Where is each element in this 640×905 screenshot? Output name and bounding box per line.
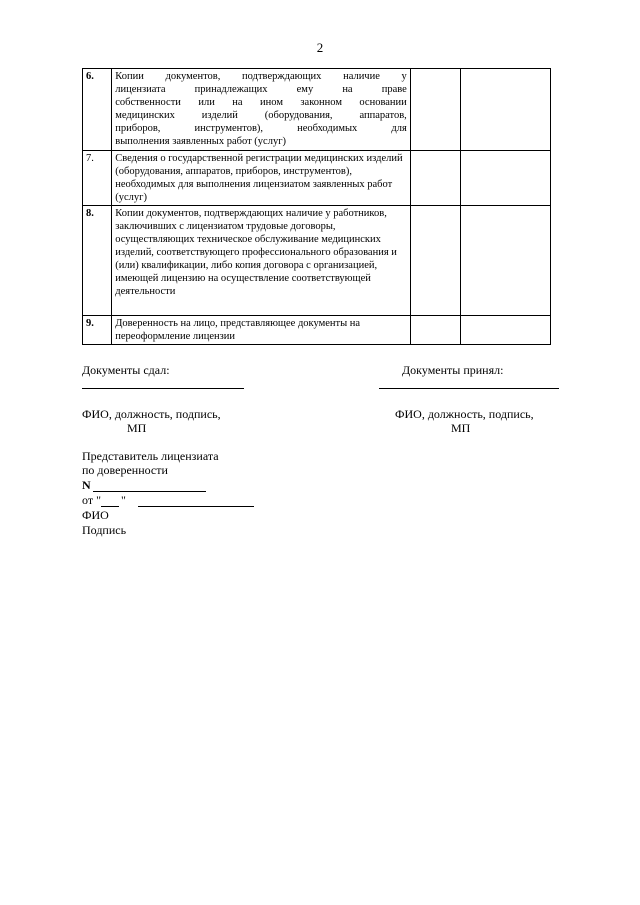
table-row bbox=[83, 316, 551, 345]
row-description: Доверенность на лицо, представляющее документы на переоформление лицензии bbox=[112, 316, 411, 345]
empty-cell bbox=[410, 316, 460, 345]
row-description: Сведения о государственной регистрации медицинских изделий (оборудования, аппаратов, приборов, инструментов), необходимых для выполнения лицензиатом заявленных работ (услуг) bbox=[112, 151, 411, 206]
representative-fio-label: ФИО bbox=[82, 508, 109, 522]
table-row bbox=[83, 151, 551, 206]
row-description: Копии документов, подтверждающих наличие у работников, заключивших с лицензиатом трудовые договоры, осуществляющих техническое обслуживание медицинских изделий, соответствующего профессионального образования и (или) квалификации, либо копия договора с организацией, имеющей лицензию на осуществление соответствующей деятельности bbox=[112, 206, 411, 316]
documents-table bbox=[82, 68, 551, 345]
attorney-month-year-line bbox=[138, 506, 254, 507]
empty-cell bbox=[410, 69, 460, 151]
submitted-by-label: Документы сдал: bbox=[82, 363, 170, 377]
row-description: Копии документов, подтверждающих наличие у лицензиата принадлежащих ему на праве собственности или на ином законном основании медицинских изделий (оборудования, аппаратов, приборов, инструментов), необходимых для выполнения заявленных работ (услуг) bbox=[112, 69, 411, 151]
representative-signature-label: Подпись bbox=[82, 523, 127, 537]
empty-cell bbox=[461, 316, 551, 345]
empty-cell bbox=[410, 151, 460, 206]
empty-cell bbox=[410, 206, 460, 316]
attorney-number-label: N bbox=[82, 478, 91, 492]
row-number: 9. bbox=[83, 316, 112, 345]
row-number: 8. bbox=[83, 206, 112, 316]
attorney-day-line bbox=[101, 506, 119, 507]
submitted-by-fio-label: ФИО, должность, подпись, bbox=[82, 407, 221, 421]
accepted-by-signature-line bbox=[379, 388, 559, 389]
attorney-number-line bbox=[93, 491, 206, 492]
row-number: 6. bbox=[83, 69, 112, 151]
empty-cell bbox=[461, 151, 551, 206]
attorney-date-prefix: от " bbox=[82, 493, 101, 507]
accepted-by-fio-label: ФИО, должность, подпись, bbox=[395, 407, 534, 421]
empty-cell bbox=[461, 206, 551, 316]
attorney-date-quote: " bbox=[121, 493, 126, 507]
table-row bbox=[83, 206, 551, 316]
accepted-by-mp-label: МП bbox=[451, 421, 471, 435]
by-power-of-attorney-label: по доверенности bbox=[82, 463, 168, 477]
empty-cell bbox=[461, 69, 551, 151]
row-number: 7. bbox=[83, 151, 112, 206]
accepted-by-label: Документы принял: bbox=[402, 363, 504, 377]
submitted-by-mp-label: МП bbox=[127, 421, 147, 435]
page-number: 2 bbox=[316, 40, 324, 55]
submitted-by-signature-line bbox=[82, 388, 244, 389]
representative-label: Представитель лицензиата bbox=[82, 449, 219, 463]
table-row bbox=[83, 69, 551, 151]
